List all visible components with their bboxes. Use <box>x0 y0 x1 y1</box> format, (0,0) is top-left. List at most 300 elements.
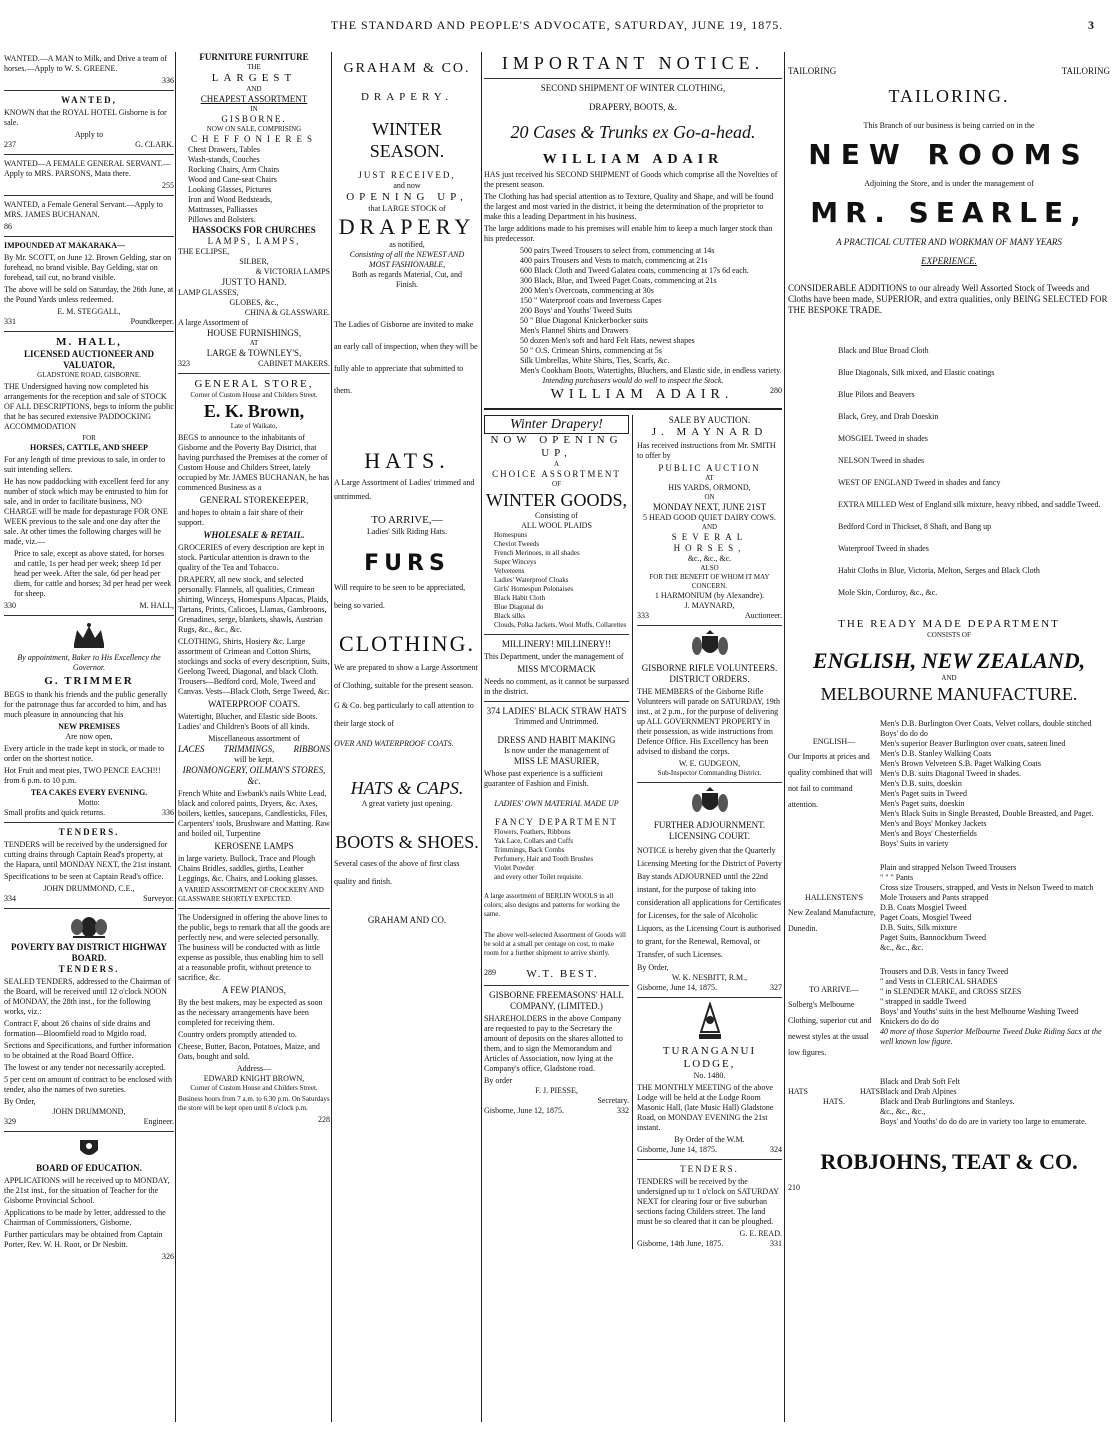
ad-ref: 255 <box>162 181 174 190</box>
list-item: Silk Umbrellas, White Shirts, Ties, Scarfs, &c. <box>520 356 670 365</box>
ad-ref: 280 <box>769 386 782 395</box>
ad-text: A <box>553 460 560 468</box>
column-rule <box>784 52 785 1422</box>
ad-heading: M. HALL, <box>56 336 122 348</box>
ad-text: Miscellaneous assortment of <box>208 734 300 743</box>
ad-text: NEW PREMISES <box>58 722 120 731</box>
nz-section <box>788 863 1110 953</box>
ad-signature: Auctioneer. <box>744 611 782 620</box>
list-item: Yak Lace, Collars and Cuffs <box>494 837 574 845</box>
list-item: Men's Paget suits, doeskin <box>880 799 965 808</box>
ad-text: Both as regards Material, Cut, and <box>352 270 462 279</box>
ad-heading: TENDERS. <box>58 827 120 837</box>
ad-text: GLOBES, &c., <box>229 298 279 307</box>
ad-text: A Large Assortment of Ladies' trimmed and untrimmed. <box>334 478 475 501</box>
ad-heading: TAILORING <box>1061 66 1110 76</box>
list-item: Waterproof Tweed in shades <box>838 544 929 553</box>
list-item: Homespuns <box>494 531 528 539</box>
ad-signature: JOHN DRUMMOND, <box>52 1107 126 1116</box>
ad-text: MOST FASHIONABLE, <box>368 260 446 269</box>
list-item: " " " Pants <box>880 873 914 882</box>
ad-text: Trimmed and Untrimmed. <box>514 717 599 726</box>
list-item: Mattrasses, Palliasses <box>188 205 258 214</box>
ad-heading: HATS & CAPS. <box>350 778 464 798</box>
ad-heading: GRAHAM & CO. <box>343 61 471 76</box>
list-item: Rocking Chairs, Arm Chairs <box>188 165 280 174</box>
list-item: Men's Brown Velveteen S.B. Paget Walking Coats <box>880 759 1041 768</box>
list-item: Men's D.B. suits Diagonal Tweed in shades. <box>880 769 1021 778</box>
ad-text: The above will be sold on Saturday, the 26th June, at the Pound Yards unless redeemed. <box>4 285 174 304</box>
ad-date: Gisborne, June 12, 1875. <box>484 1106 564 1115</box>
list-item: Pillows and Bolsters. <box>188 215 256 224</box>
furniture-list <box>178 145 330 225</box>
ad-ref: 331 <box>770 1239 782 1248</box>
masthead <box>0 18 1114 40</box>
ad-heading: GENERAL STORE, <box>194 378 314 390</box>
list-item: Flowers, Feathers, Ribbons <box>494 828 571 836</box>
ad-heading: JUST TO HAND. <box>221 277 287 287</box>
ad-heading: LARGE & TOWNLEY'S, <box>206 348 302 358</box>
list-item: &c., &c., &c. <box>880 943 924 952</box>
list-item: Black and Drab Burlingtons and Stanleys. <box>880 1097 1015 1106</box>
ad-heading: DRAPERY, BOOTS, &. <box>588 102 678 112</box>
list-item: Wood and Cane-seat Chairs <box>188 175 277 184</box>
ad-ref: 289 <box>484 968 496 977</box>
ad-signature: W. E. GUDGEON, <box>678 759 741 768</box>
ad-heading: LARGEST <box>211 72 297 84</box>
ad-text: HALLENSTEN'S <box>805 893 863 902</box>
ad-ref: 336 <box>162 808 174 817</box>
ad-ref: 330 <box>4 601 16 610</box>
list-item: " in SLENDER MAKE, and CROSS SIZES <box>880 987 1022 996</box>
ad-date: Gisborne, 14th June, 1875. <box>637 1239 724 1248</box>
list-item: 200 Men's Overcoats, commencing at 30s <box>520 286 654 295</box>
ad-text: Hot Fruit and meat pies, TWO PENCE EACH!!! from 6 p.m. to 10 p.m. <box>4 766 161 785</box>
ad-heading: HASSOCKS FOR CHURCHES <box>192 225 316 235</box>
ad-heading: DISTRICT ORDERS. <box>669 674 750 684</box>
list-item: Men's and Boys' Chesterfields <box>880 829 977 838</box>
list-item: Black and Drab Soft Felt <box>880 1077 960 1086</box>
list-item: Men's Flannel Shirts and Drawers <box>520 326 629 335</box>
ad-text: CONSIDERABLE ADDITIONS to our already Well Assorted Stock of Tweeds and Cloths have been made, SUPERIOR, and extra qualities, only BEING SELECTED FOR THE BESPOKE TRADE. <box>788 283 1108 315</box>
list-item: Ladies' Waterproof Cloaks <box>494 576 569 584</box>
list-item: Looking Glasses, Pictures <box>188 185 272 194</box>
masonic-emblem-icon <box>697 1002 723 1042</box>
list-item: 400 pairs Trousers and Vests to match, commencing at 21s <box>520 256 708 265</box>
ad-heading: MISS M'CORMACK <box>517 664 596 674</box>
melbourne-section <box>788 967 1110 1063</box>
ad-text: in large variety. Bullock, Trace and Plough Chains Bridles, saddles, girths, Leather Leggings, &c. Chairs, and Looking glasses. <box>178 854 318 883</box>
list-item: Perfumery, Hair and Tooth Brushes <box>494 855 594 863</box>
ad-address: GLADSTONE ROAD, GISBORNE. <box>37 371 141 379</box>
ad-heading: SECOND SHIPMENT OF WINTER CLOTHING, <box>540 83 726 93</box>
ad-text: The lowest or any tender not necessarily accepted. <box>4 1063 166 1072</box>
ad-text: By the best makers, may be expected as soon as the necessary arrangements have been completed for receiving them. <box>178 998 323 1027</box>
ad-text: This Department, under the management of <box>484 652 624 661</box>
ad-signature: Engineer. <box>143 1117 174 1126</box>
ad-ref: 86 <box>4 222 12 231</box>
ad-heading: BOOTS & SHOES. <box>335 832 479 852</box>
list-item: Plain and strapped Nelson Tweed Trousers <box>880 863 1017 872</box>
ad-text: Sections and Specifications, and further information to be obtained at the Road Board Office. <box>4 1041 172 1060</box>
ad-signature: Sub-Inspector Commanding District. <box>657 769 762 777</box>
ad-text: Address— <box>236 1064 272 1073</box>
ad-text: 5 HEAD GOOD QUIET DAIRY COWS. <box>643 513 776 522</box>
ad-text: LAMP GLASSES, <box>178 288 239 297</box>
ad-heading: GISBORNE. <box>221 114 287 124</box>
ad-text: Intending purchasers would do well to inspect the Stock. <box>542 376 724 385</box>
list-item: Men's Black Suits in Single Breasted, Double Breasted, and Paget. <box>880 809 1094 818</box>
ad-text: Business hours from 7 a.m. to 6.30 p.m. On Saturdays the store will be kept open until 8 o'clock p.m. <box>178 1095 330 1112</box>
list-item: WEST OF ENGLAND Tweed in shades and fancy <box>838 478 1001 487</box>
ad-signature: EDWARD KNIGHT BROWN, <box>203 1074 305 1083</box>
ad-text: Small profits and quick returns. <box>4 808 106 817</box>
ad-text: The Clothing has had special attention as to Texture, Quality and Shape, and will be found the largest and most varied in the district, it being the determination of the proprietor to make this a leading Department in his business. <box>484 192 774 221</box>
list-item: MOSGIEL Tweed in shades <box>838 434 928 443</box>
ad-date: Gisborne, June 14, 1875. <box>637 1145 717 1154</box>
ad-heading: FURS <box>364 551 450 576</box>
column-rule <box>331 52 332 1422</box>
list-item: Bedford Cord in Thickset, 8 Shaft, and Bang up <box>838 522 992 531</box>
ad-text: CABINET MAKERS. <box>258 359 330 368</box>
ad-text: TO ARRIVE— <box>809 985 859 994</box>
ad-heading: A FEW PIANOS, <box>221 985 287 995</box>
ad-text: New Zealand Manufacture, Dunedin. <box>788 908 876 933</box>
ad-text: DRAPERY, all new stock, and selected personally. Flannels, all qualities, Crimean shirting, Winceys, Homespuns Alpacas, Plaids, Tartans, Prints, Calicoes, Llamas, Gambroons, Grenadines, serge, blankets, shawls, Austrian Rugs, &c., &c., &c. <box>178 575 329 634</box>
ad-signature: WILLIAM ADAIR. <box>550 387 734 402</box>
ad-heading: THE READY MADE DEPARTMENT <box>838 618 1060 630</box>
ad-text: FOR THE BENEFIT OF WHOM IT MAY CONCERN. <box>649 573 770 590</box>
ad-text: AT <box>249 339 259 347</box>
ad-text: Consisting of <box>535 511 578 520</box>
list-item: Men's D.B. Burlington Over Coats, Velvet collars, double stitched <box>880 719 1092 728</box>
cloth-list <box>788 340 1110 604</box>
ad-heading: KEROSENE LAMPS <box>214 841 294 851</box>
list-item: EXTRA MILLED West of England silk mixture, heavy ribbed, and saddle Tweed. <box>838 500 1101 509</box>
list-item: Boys' and Youths' suits in the best Melbourne Washing Tweed <box>880 1007 1079 1016</box>
ad-text: TEA CAKES EVERY EVENING. <box>30 788 148 797</box>
ad-heading: WANTED, <box>61 95 117 105</box>
ad-text: Price to sale, except as above stated, for horses and cattle, 1s per head per week; sheep 1d per head per week. After the sale, 6d per head per diem, for cattle and horses; 3d per head per week for sheep. <box>14 549 172 598</box>
ad-text: A great variety just opening. <box>361 799 453 808</box>
ad-text: NOW ON SALE, COMPRISING <box>206 125 302 133</box>
list-item: Men's Cookham Boots, Watertights, Bluchers, and Elastic side, in endless variety. <box>520 366 782 375</box>
ad-signature: JOHN DRUMMOND, C.E., <box>43 884 135 893</box>
list-item: Black, Grey, and Drab Doeskin <box>838 412 939 421</box>
adair-list <box>484 246 782 376</box>
ad-text: Watertight, Blucher, and Elastic side Boots. Ladies' and Children's Boots of all kinds. <box>178 712 318 731</box>
ad-text: AND <box>941 674 957 682</box>
ad-signature: G. CLARK. <box>135 140 174 149</box>
list-item: Violet Powder <box>494 864 535 872</box>
list-item: 50 dozen Men's soft and hard Felt Hats, newest shapes <box>520 336 695 345</box>
ad-text: Apply to <box>74 130 104 139</box>
ad-text: The Undersigned in offering the above lines to the public, begs to remark that all the goods are perfectly new, and were selected personally. The business will be conducted with as little expense as possible, thus enabling him to sell at a reasonable profit, without pretence to sacrifice, &c. <box>178 913 330 982</box>
ad-text: Late of Waikato, <box>230 422 278 430</box>
ad-text: HATS. <box>822 1097 845 1106</box>
ad-ref: 324 <box>770 1145 782 1154</box>
ad-heading: TO ARRIVE,— <box>371 514 443 526</box>
newspaper-title: THE STANDARD AND PEOPLE'S ADVOCATE, SATURDAY, JUNE 19, 1875. <box>330 18 784 32</box>
ad-signature: W.T. BEST. <box>526 968 599 980</box>
fancy-list <box>484 828 629 882</box>
ad-text: LADIES' OWN MATERIAL MADE UP <box>494 799 619 808</box>
list-item: Velveteens <box>494 567 525 575</box>
ad-signature: E. M. STEGGALL, <box>57 307 121 316</box>
ad-text: He has now paddocking with excellent feed for any number of stock which may be entrusted to him for sale, and in order to facilitate business, NO CHARGE will be made for depasturage FOR ONE WEEK previous to the sale and one day after the sale. At other times the following charges will be made, viz.— <box>4 477 169 546</box>
ad-text: This Branch of our business is being carried on in the <box>863 121 1035 130</box>
ad-text: For any length of time previous to sale, in order to suit intending sellers. <box>4 455 166 474</box>
ad-heading: LAMPS, LAMPS, <box>207 236 301 246</box>
list-item: D.B. Suits, Silk mixture <box>880 923 957 932</box>
ad-heading: TAILORING. <box>888 86 1010 106</box>
ad-text: THE <box>247 63 261 71</box>
ad-text: A large Assortment of <box>178 318 249 327</box>
list-item: Blue Diagonals, Silk mixed, and Elastic coatings <box>838 368 995 377</box>
ad-ref: 332 <box>617 1106 629 1115</box>
ad-heading: FURNITURE FURNITURE <box>199 52 309 62</box>
melbourne-side <box>788 967 880 1063</box>
ad-text: Contract F, about 26 chains of side drains and formation—Bloomfield road to Mgitlo road. <box>4 1019 151 1038</box>
ad-text: RIBBONS <box>293 744 330 754</box>
list-item: 150 " Waterproof coats and Inverness Capes <box>520 296 662 305</box>
ad-text: Several cases of the above of first class quality and finish. <box>334 859 460 886</box>
ad-ref: 336 <box>162 76 174 85</box>
list-item: Black Habit Cloth <box>494 594 545 602</box>
ad-signature: GRAHAM AND CO. <box>367 915 447 925</box>
ad-text: & VICTORIA LAMPS <box>255 267 330 276</box>
list-item: Boys' do do do <box>880 729 928 738</box>
nz-side <box>788 863 880 953</box>
ad-heading: J. MAYNARD <box>651 426 768 438</box>
ad-address: Corner of Custom House and Childers Street. <box>190 1084 318 1092</box>
ad-date: Gisborne, June 14, 1875. <box>637 983 717 992</box>
ad-text: Needs no comment, as it cannot be surpassed in the district. <box>484 677 629 696</box>
ad-text: OVER AND WATERPROOF COATS. <box>334 739 454 748</box>
ad-text: and hopes to obtain a fair share of their support. <box>178 508 304 527</box>
list-item: Chest Drawers, Tables <box>188 145 260 154</box>
ad-heading: DRAPERY <box>338 214 476 239</box>
ad-heading: POVERTY BAY DISTRICT HIGHWAY BOARD. <box>11 942 167 963</box>
royal-crown-icon <box>69 620 109 650</box>
list-item: Blue Diagonal do <box>494 603 544 611</box>
ad-heading: CHEAPEST ASSORTMENT <box>200 94 308 104</box>
list-item: Knickers do do do <box>880 1017 939 1026</box>
ad-text: ALL WOOL PLAIDS <box>521 521 592 530</box>
ad-heading: MISS LE MASURIER, <box>513 756 600 766</box>
ad-heading: GISBORNE RIFLE VOLUNTEERS. <box>641 663 778 673</box>
ad-ref: 326 <box>162 1252 174 1261</box>
coat-of-arms-icon <box>690 787 730 817</box>
list-item: Wash-stands, Couches <box>188 155 260 164</box>
ad-wanted-milk: WANTED.—A MAN to Milk, and Drive a team of horses.—Apply to W. S. GREENE. <box>4 54 168 73</box>
list-item: 600 Black Cloth and Tweed Galatea coats, commencing at 17s 6d each. <box>520 266 749 275</box>
list-item: " and Vests in CLERICAL SHADES <box>880 977 998 986</box>
ad-wanted-female: WANTED—A FEMALE GENERAL SERVANT.—Apply to MRS. PARSONS, Mata there. <box>4 159 171 178</box>
ad-text: THE ECLIPSE, <box>178 247 230 256</box>
list-item: Boys' and Youths' do do do are in variety too large to enumerate. <box>880 1117 1087 1126</box>
ad-text: Has received instructions from Mr. SMITH to offer by <box>637 441 776 460</box>
ad-heading: WINTER SEASON. <box>369 119 445 161</box>
ad-heading: GISBORNE FREEMASONS' HALL COMPANY, (LIMITED.) <box>489 990 624 1011</box>
ad-text: By order <box>484 1076 513 1085</box>
ad-heading: FANCY DEPARTMENT <box>495 817 618 827</box>
list-item: NELSON Tweed in shades <box>838 456 925 465</box>
ad-text: TENDERS will be received by the undersigned for cutting drains through Captain Read's property, at the Hapara, until MONDAY NEXT, the 21st instant. <box>4 840 172 869</box>
ad-heading: WHOLESALE & RETAIL. <box>203 530 305 540</box>
ad-text: THE Undersigned having now completed his arrangements for the reception and sale of STOCK OF ALL DESCRIPTIONS, begs to inform the public that he has secured extensive PADDOCKING ACCOMMODATION <box>4 382 174 431</box>
ad-heading: MILLINERY! MILLINERY!! <box>501 639 612 649</box>
list-item: Men's superior Beaver Burlington over coats, sateen lined <box>880 739 1066 748</box>
ad-ref: 331 <box>4 317 16 326</box>
ad-heading: CHEFFONIERES <box>190 134 317 144</box>
ad-text: HATS <box>859 1087 880 1096</box>
ad-heading: ENGLISH, NEW ZEALAND, <box>812 648 1086 673</box>
ad-text: By Order of the W.M. <box>674 1135 745 1144</box>
ad-text: IN <box>250 105 258 113</box>
ad-text: French White and Ewbank's nails White Lead, black and colored paints, Dryers, &c. Axes, boilers, kettles, saucepans, Candlesticks, Files, Carpenters' tools, Brushware and Matting. Raw and boiled oil, Turpentine <box>178 789 330 838</box>
ad-text: CHINA & GLASSWARE. <box>244 308 330 317</box>
ad-signature: G. E. READ. <box>739 1229 782 1238</box>
list-item: French Merinoes, in all shades <box>494 549 580 557</box>
list-item: Men's D.B. Stanley Walking Coats <box>880 749 992 758</box>
list-item: Black and Drab Alpines <box>880 1087 957 1096</box>
ad-text: BEGS to announce to the inhabitants of Gisborne and the Poverty Bay District, that having purchased the Premises at the corner of Custom House and Childers Street, lately occupied by Mr. JAMES BUCHANAN, he has commenced Business as a <box>178 433 330 492</box>
list-item: Black and Blue Broad Cloth <box>838 346 929 355</box>
ad-text: By Order, <box>4 1097 36 1106</box>
ad-heading: 374 LADIES' BLACK STRAW HATS <box>486 706 627 716</box>
ad-text: will be kept. <box>234 755 274 764</box>
list-item: Mole Skin, Corduroy, &c., &c. <box>838 588 938 597</box>
ad-text: KNOWN that the ROYAL HOTEL Gisborne is for sale. <box>4 108 167 127</box>
ad-text: Solberg's Melbourne Clothing, superior cut and newest styles at the usual low figures. <box>788 1000 872 1057</box>
ad-text: HIS YARDS, ORMOND, <box>668 483 751 492</box>
ad-heading: HATS. <box>364 448 450 473</box>
ad-signature: F. J. PIESSE, <box>535 1086 578 1095</box>
ad-text: The Ladies of Gisborne are invited to make an early call of inspection, when they will be fully able to appreciate that submitted to them. <box>334 320 478 395</box>
ad-text: OF <box>552 480 561 488</box>
list-item: and every other Toilet requisite. <box>494 873 583 881</box>
ad-ref: 334 <box>4 894 16 903</box>
ad-text: as notified, <box>389 240 425 249</box>
coat-of-arms-icon <box>74 1136 104 1160</box>
ad-signature: Poundkeeper. <box>130 317 174 326</box>
ad-text: THE MEMBERS of the Gisborne Rifle Volunteers will parade on SATURDAY, 19th inst., at 2 p.m., for the purpose of delivering up ALL GOVERNMENT PROPERTY in their possession, as wide instructions from Defence Office. His Excellency has been advised to disband the corps. <box>637 687 780 756</box>
list-item: Men's Paget suits in Tweed <box>880 789 967 798</box>
ad-text: SEALED TENDERS, addressed to the Chairman of the Board, will be received until 12 o'clock NOON of MONDAY, the 28th inst., for the following works, viz.: <box>4 977 171 1016</box>
list-item: 500 pairs Tweed Trousers to select from, commencing at 14s <box>520 246 715 255</box>
list-item: Girls' Homespun Polonaises <box>494 585 574 593</box>
english-section <box>788 719 1110 849</box>
ad-text: NOTICE is hereby given that the Quarterly Licensing Meeting for the District of Poverty Bay stands ADJOURNED until the 22nd instant, for the purpose of taking into consideration all applications for Certificates for Licenses, for the sale of Alcoholic Liquors, as the Licensing Court is authorised to grant, for the Renewal, Removal, or Transfer, of such Licenses. <box>637 846 782 959</box>
ad-text: Adjoining the Store, and is under the management of <box>864 179 1034 188</box>
list-item: Paget Coats, Mosgiel Tweed <box>880 913 972 922</box>
ad-heading: CLOTHING. <box>339 631 475 656</box>
ad-address: Corner of Custom House and Childers Street. <box>190 391 318 399</box>
column-rule <box>481 52 482 1422</box>
ad-heading: CHOICE ASSORTMENT <box>492 469 621 479</box>
ad-text: Are now open, <box>65 732 113 741</box>
ad-heading: BOARD OF EDUCATION. <box>36 1163 142 1173</box>
list-item: &c., &c., &c., <box>880 1107 926 1116</box>
ad-heading: TAILORING <box>788 66 837 76</box>
ad-text: AND <box>246 85 262 93</box>
ad-text: THE MONTHLY MEETING of the above Lodge will be held at the Lodge Room Masonic Hall, (late Music Hall) Gladstone Road, on MONDAY EVENING the 21st instant. <box>637 1083 774 1132</box>
ad-text: SILBER, <box>239 257 269 266</box>
column-5 <box>788 52 1110 1422</box>
ad-heading: TENDERS. <box>680 1164 739 1174</box>
ad-text: Country orders promptly attended to. <box>178 1030 297 1039</box>
ad-signature: ROBJOHNS, TEAT & CO. <box>820 1149 1078 1174</box>
ad-text: We are prepared to show a Large Assortment of Clothing, suitable for the present season. <box>334 663 478 690</box>
list-item: Habit Cloths in Blue, Victoria, Melton, Serges and Black Cloth <box>838 566 1040 575</box>
coat-of-arms-icon <box>690 630 730 660</box>
list-item: Iron and Wood Bedsteads, <box>188 195 273 204</box>
ad-text: Consisting of all the NEWEST AND <box>349 250 465 259</box>
page-number: 3 <box>1088 18 1094 32</box>
nz-list <box>880 863 1108 953</box>
ad-text: GROCERIES of every description are kept in stock. Particular attention is drawn to the quality of the Tea and Tobacco. <box>178 543 325 572</box>
ad-text: CONSISTS OF <box>927 631 971 639</box>
ad-text: Ladies' Silk Riding Hats. <box>366 527 448 536</box>
ad-heading: WILLIAM ADAIR <box>542 152 724 167</box>
list-item: Cross size Trousers, strapped, and Vests in Nelson Tweed to match <box>880 883 1094 892</box>
english-list <box>880 719 1108 849</box>
ad-text: A PRACTICAL CUTTER AND WORKMAN OF MANY YEARS <box>836 237 1062 247</box>
ad-heading: IMPORTANT NOTICE. <box>501 53 765 73</box>
ad-text: TRIMMINGS, <box>223 744 275 754</box>
ad-ref: 323 <box>178 359 190 368</box>
ad-text: A VARIED ASSORTMENT OF CROCKERY AND GLASSWARE SHORTLY EXPECTED. <box>178 886 324 903</box>
ad-text: Applications to be made by letter, addressed to the Chairman of Commissioners, Gisborne. <box>4 1208 166 1227</box>
ad-heading: Winter Drapery! <box>484 415 629 434</box>
ad-heading: LICENSING COURT. <box>668 831 751 841</box>
ad-heading: MONDAY NEXT, JUNE 21ST <box>652 502 767 512</box>
ad-heading: 20 Cases & Trunks ex Go-a-head. <box>510 122 756 142</box>
list-item: Mole Trousers and Pants strapped <box>880 893 989 902</box>
ad-text: By Order, <box>637 963 669 972</box>
list-item: " strapped in saddle Tweed <box>880 997 967 1006</box>
ad-signature: Surveyor. <box>143 894 174 903</box>
ad-text: BEGS to thank his friends and the public generally for the patronage thus far accorded to him, and has much pleasure in announcing that his <box>4 690 168 719</box>
ad-text: By appointment, Baker to His Excellency the Governor. <box>17 653 161 672</box>
ad-text: TENDERS will be received by the undersigned up to 1 o'clock on SATURDAY NEXT for clearing four or five suburban sections facing Childers street. The land must be so cleared that it can be ploughed. <box>637 1177 779 1226</box>
ad-text: ENGLISH— <box>812 737 856 746</box>
ad-text: SHAREHOLDERS in the above Company are requested to pay to the Secretary the amount of deposits on the shares allotted to them, and to sign the Memorandum and Articles of Association, now lying at the Company's office, Gladstone road. <box>484 1014 623 1073</box>
ad-text: Motto: <box>78 798 100 807</box>
list-item: Men's and Boys' Monkey Jackets <box>880 819 987 828</box>
ad-text: AND <box>701 523 718 531</box>
ad-heading: MELBOURNE MANUFACTURE. <box>820 684 1078 704</box>
ad-text: A large assortment of BERLIN WOOLS in all colors; also designs and patterns for working the same. <box>484 892 620 918</box>
column-1 <box>4 52 174 1422</box>
ad-text: Will require to be seen to be appreciated, being so varied. <box>334 583 466 610</box>
ad-heading: TURANGANUI LODGE, <box>662 1045 757 1070</box>
ad-ref: 327 <box>770 983 782 992</box>
ad-heading: DRAPERY. <box>360 91 454 103</box>
ad-heading: FURTHER ADJOURNMENT. <box>653 820 766 830</box>
ad-signature: M. HALL, <box>139 601 174 610</box>
subcolumn-right <box>637 415 782 1249</box>
english-side <box>788 719 880 849</box>
ad-signature: J. MAYNARD, <box>684 601 735 610</box>
list-item: Blue Pilots and Beavers <box>838 390 915 399</box>
ad-text: HORSES, CATTLE, AND SHEEP <box>30 443 148 452</box>
list-item: D.B. Coats Mosgiel Tweed <box>880 903 967 912</box>
ad-heading: WINTER GOODS, <box>486 490 627 510</box>
ad-ref: 228 <box>318 1115 330 1124</box>
ad-heading: HOUSE FURNISHINGS, <box>206 328 301 338</box>
